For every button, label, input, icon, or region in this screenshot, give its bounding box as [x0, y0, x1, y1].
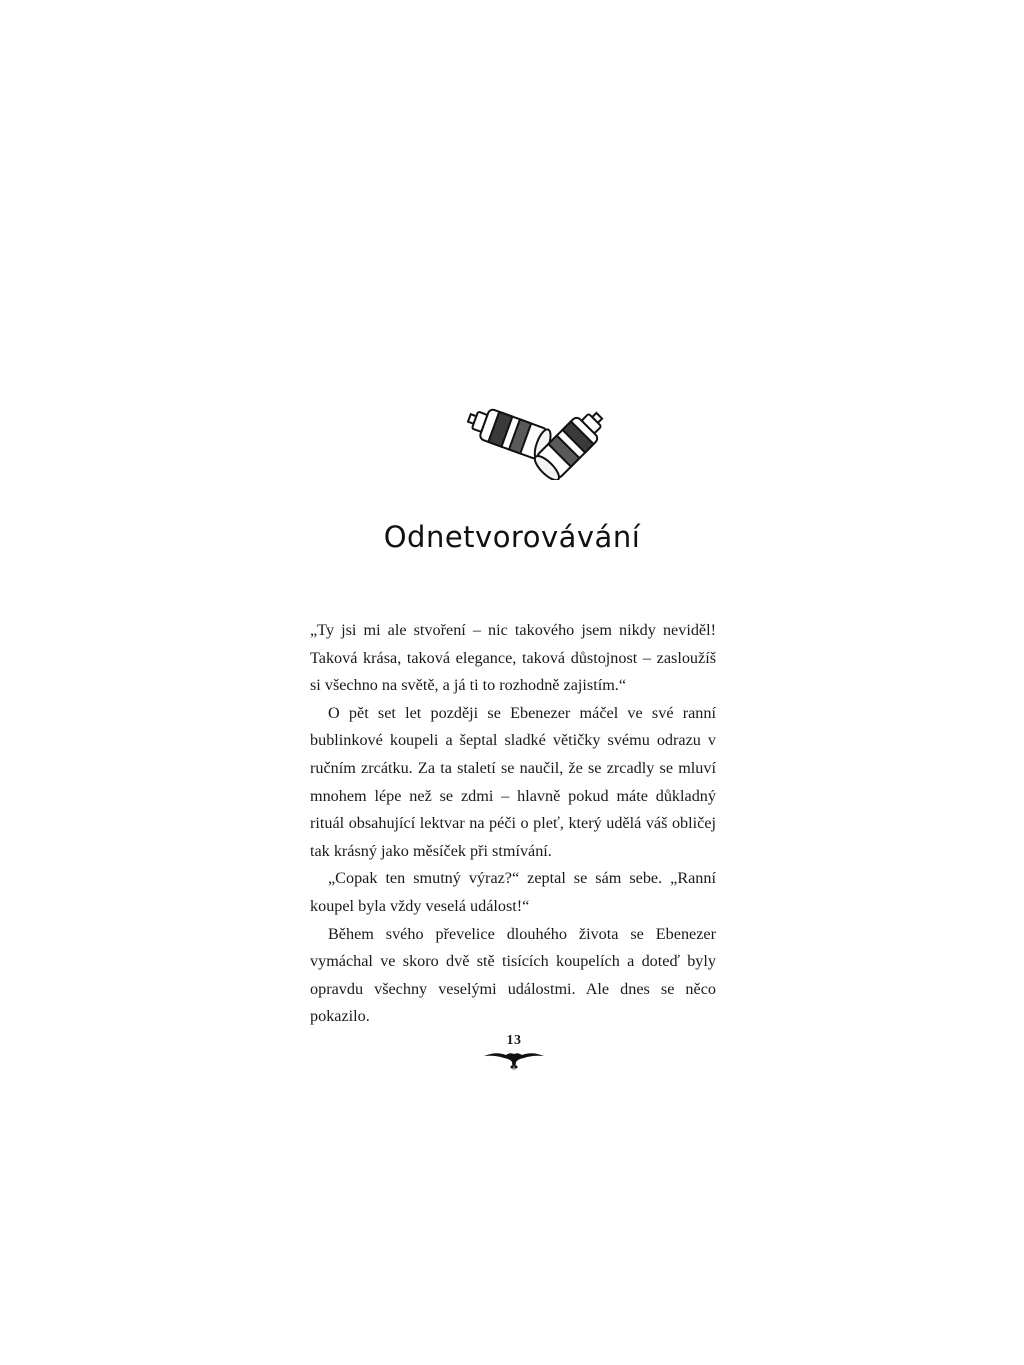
paragraph: „Copak ten smutný výraz?“ zeptal se sám sebe. „Ranní koupel byla vždy veselá událost!“ — [310, 869, 716, 915]
page-number: 13 — [506, 1033, 522, 1048]
paragraph: O pět set let později se Ebenezer máčel ve své ranní bublinkové koupeli a šeptal sladké větičky svému odrazu v ručním zrcátku. Za ta staletí se naučil, že se zrcadly se mluví mnohem lépe než se zdmi – hlavně pokud máte důkladný rituál obsahující lektvar na péči o pleť, který udělá váš obličej tak krásný jako měsíček při stmívání. — [310, 703, 716, 860]
page-folio — [482, 1033, 546, 1073]
spray-cans-icon — [425, 390, 615, 480]
chapter-title: Odnetvorovávání — [383, 520, 641, 554]
chapter-body — [310, 617, 716, 1031]
paragraph: „Ty jsi mi ale stvoření – nic takového jsem nikdy neviděl! Taková krása, taková elegance, taková důstojnost – zasloužíš si všechno na světě, a já ti to rozhodně zajistím.“ — [310, 621, 716, 695]
bat-ornament-icon — [482, 1043, 546, 1073]
paragraph: Během svého převelice dlouhého života se Ebenezer vymáchal ve skoro dvě stě tisících koupelích a doteď byly opravdu všechny veselými událostmi. Ale dnes se něco pokazilo. — [310, 924, 716, 1026]
